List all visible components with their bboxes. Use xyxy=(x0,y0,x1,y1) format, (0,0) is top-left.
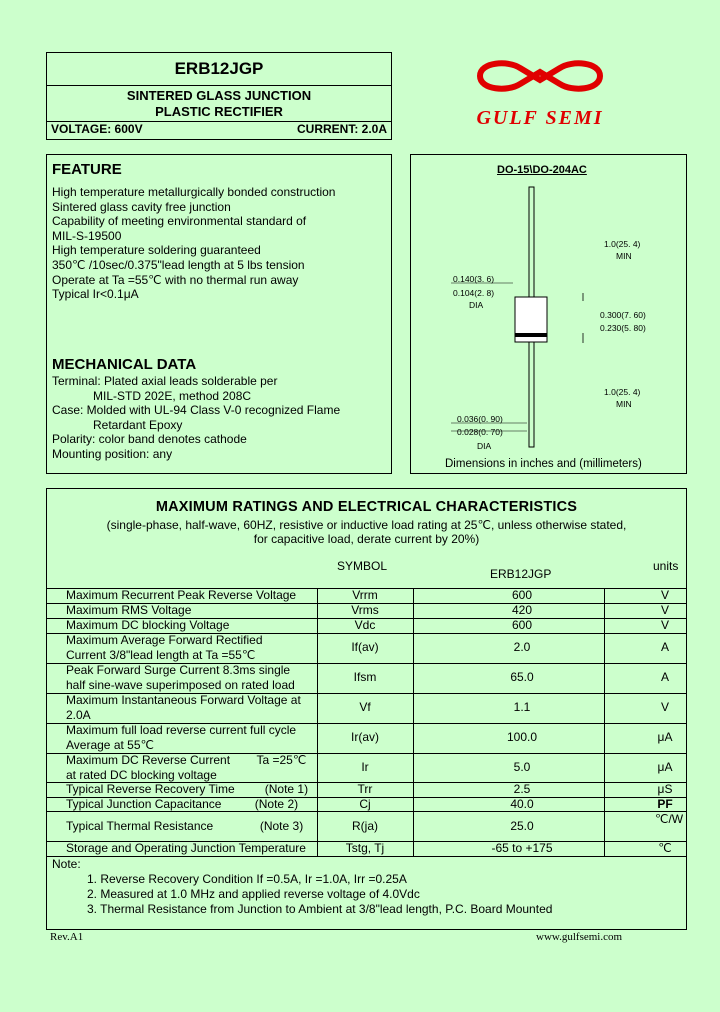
feature-line: Capability of meeting environmental standard of xyxy=(52,214,307,229)
lead-length-min-2: MIN xyxy=(616,399,632,409)
value-cell: 1.1 xyxy=(513,700,531,714)
column-header-symbol: SYMBOL xyxy=(337,559,388,573)
body-dia-label: DIA xyxy=(469,300,484,310)
param-cell: Maximum DC Reverse Current Ta =25℃ xyxy=(66,753,307,767)
part-number: ERB12JGP xyxy=(47,53,391,86)
value-cell: 100.0 xyxy=(506,730,538,744)
feature-line: High temperature soldering guaranteed xyxy=(52,243,261,258)
unit-cell: A xyxy=(660,640,669,654)
unit-cell: V xyxy=(660,603,669,617)
value-cell: -65 to +175 xyxy=(491,841,553,855)
table-column-rule xyxy=(413,588,414,856)
value-cell: 600 xyxy=(511,588,533,602)
note-line: 2. Measured at 1.0 MHz and applied reverse voltage of 4.0Vdc xyxy=(87,887,420,901)
table-rule xyxy=(47,856,686,857)
symbol-cell: Ifsm xyxy=(353,670,377,684)
unit-cell: PF xyxy=(657,797,673,811)
lead-dia-min: 0.028(0. 70) xyxy=(457,427,503,437)
value-cell: 25.0 xyxy=(510,819,534,833)
feature-line: Sintered glass cavity free junction xyxy=(52,199,231,214)
feature-line: Operate at Ta =55℃ with no thermal run away xyxy=(52,272,299,287)
mechanical-line: Polarity: color band denotes cathode xyxy=(52,432,247,447)
value-cell: 40.0 xyxy=(510,797,534,811)
lead-dia-label: DIA xyxy=(477,441,492,451)
feature-title: FEATURE xyxy=(52,161,122,178)
mechanical-line: Retardant Epoxy xyxy=(93,417,183,432)
package-name: DO-15\DO-204AC xyxy=(497,164,587,176)
lead-length-dim: 1.0(25. 4) xyxy=(604,239,641,249)
unit-cell: μA xyxy=(657,730,673,744)
table-column-rule xyxy=(604,588,605,856)
body-length-max: 0.300(7. 60) xyxy=(600,310,646,320)
symbol-cell: Ir(av) xyxy=(351,730,379,744)
feature-line: Typical Ir<0.1μA xyxy=(52,287,139,302)
column-header-part: ERB12JGP xyxy=(490,567,552,581)
symbol-cell: Cj xyxy=(359,797,371,811)
conditions-line-1: (single-phase, half-wave, 60HZ, resistive or inductive load rating at 25℃, unless otherwise stated, xyxy=(106,518,627,532)
notes-title: Note: xyxy=(52,857,81,871)
column-header-units: units xyxy=(653,559,679,573)
unit-cell: μS xyxy=(657,782,673,796)
value-cell: 2.0 xyxy=(513,640,531,654)
body-length-min: 0.230(5. 80) xyxy=(600,323,646,333)
ratings-box xyxy=(46,488,687,930)
unit-cell: V xyxy=(660,588,669,602)
lead-length-dim-2: 1.0(25. 4) xyxy=(604,387,641,397)
unit-cell: A xyxy=(660,670,669,684)
param-cell: Maximum DC blocking Voltage xyxy=(66,618,230,632)
feature-line: High temperature metallurgically bonded construction xyxy=(52,185,336,199)
param-cell-line-2: half sine-wave superimposed on rated load xyxy=(66,677,295,692)
revision-label: Rev.A1 xyxy=(50,931,84,943)
param-cell: Maximum RMS Voltage xyxy=(66,603,192,617)
mechanical-line: Case: Molded with UL-94 Class V-0 recognized Flame xyxy=(52,403,341,418)
param-cell: Maximum Recurrent Peak Reverse Voltage xyxy=(66,588,297,602)
conditions-line-2: for capacitive load, derate current by 20%) xyxy=(253,532,480,546)
value-cell: 2.5 xyxy=(513,782,531,796)
feature-line: MIL-S-19500 xyxy=(52,228,122,243)
param-cell: Peak Forward Surge Current 8.3ms single xyxy=(66,663,291,677)
param-cell-line-2: at rated DC blocking voltage xyxy=(66,767,217,782)
mechanical-title: MECHANICAL DATA xyxy=(52,356,197,373)
lead-length-min: MIN xyxy=(616,251,632,261)
param-cell-line-2: Current 3/8"lead length at Ta =55℃ xyxy=(66,647,256,662)
package-diagram-box xyxy=(410,154,687,474)
header-box xyxy=(46,52,392,140)
description-line-1: SINTERED GLASS JUNCTION xyxy=(126,88,312,103)
param-cell: Maximum full load reverse current full cycle xyxy=(66,723,297,737)
symbol-cell: Vrrm xyxy=(352,588,378,602)
param-cell: Storage and Operating Junction Temperature xyxy=(66,841,306,855)
feature-line: 350℃ /10sec/0.375"lead length at 5 lbs tension xyxy=(52,258,305,272)
value-cell: 600 xyxy=(511,618,533,632)
website-link[interactable]: www.gulfsemi.com xyxy=(536,931,623,943)
param-cell: Typical Reverse Recovery Time (Note 1) xyxy=(66,782,309,796)
unit-cell: V xyxy=(660,700,669,714)
body-dia-max: 0.140(3. 6) xyxy=(453,274,495,284)
note-line: 1. Reverse Recovery Condition If =0.5A, Ir =1.0A, Irr =0.25A xyxy=(87,872,407,886)
logo-mark-icon xyxy=(460,52,620,132)
value-cell: 5.0 xyxy=(513,760,531,774)
symbol-cell: Tstg, Tj xyxy=(345,841,385,855)
value-cell: 65.0 xyxy=(510,670,534,684)
gulf-semi-logo xyxy=(460,52,620,132)
symbol-cell: Trr xyxy=(357,782,373,796)
logo-text: GULF SEMI xyxy=(476,107,604,129)
feature-box xyxy=(46,154,392,474)
symbol-cell: Ir xyxy=(361,760,369,774)
unit-cell: V xyxy=(660,618,669,632)
body-dia-min: 0.104(2. 8) xyxy=(453,288,495,298)
note-line: 3. Thermal Resistance from Junction to Ambient at 3/8"lead length, P.C. Board Mounted xyxy=(87,902,553,916)
voltage-rating: VOLTAGE: 600V xyxy=(51,122,143,136)
description-line-2: PLASTIC RECTIFIER xyxy=(155,104,283,119)
value-cell: 420 xyxy=(511,603,533,617)
symbol-cell: Vdc xyxy=(354,618,376,632)
current-rating: CURRENT: 2.0A xyxy=(296,122,387,136)
symbol-cell: Vrms xyxy=(351,603,379,617)
param-cell: Typical Thermal Resistance (Note 3) xyxy=(66,819,304,833)
param-cell-line-2: Average at 55℃ xyxy=(66,737,154,752)
unit-cell: ℃/W xyxy=(655,812,684,826)
symbol-cell: Vf xyxy=(359,700,371,714)
unit-cell: μA xyxy=(657,760,673,774)
symbol-cell: If(av) xyxy=(351,640,379,654)
mechanical-line: Mounting position: any xyxy=(52,447,173,461)
param-cell: Maximum Average Forward Rectified xyxy=(66,633,263,647)
mechanical-line: MIL-STD 202E, method 208C xyxy=(93,388,252,403)
param-cell: Typical Junction Capacitance (Note 2) xyxy=(66,797,299,811)
param-cell: Maximum Instantaneous Forward Voltage at xyxy=(66,693,301,707)
mechanical-line: Terminal: Plated axial leads solderable per xyxy=(52,374,278,388)
unit-cell: ℃ xyxy=(658,841,672,855)
ratings-title: MAXIMUM RATINGS AND ELECTRICAL CHARACTERISTICS xyxy=(155,499,578,515)
dimensions-caption: Dimensions in inches and (millimeters) xyxy=(445,458,642,470)
symbol-cell: R(ja) xyxy=(352,819,378,833)
lead-dia-max: 0.036(0. 90) xyxy=(457,414,503,424)
param-cell-line-2: 2.0A xyxy=(66,707,91,722)
